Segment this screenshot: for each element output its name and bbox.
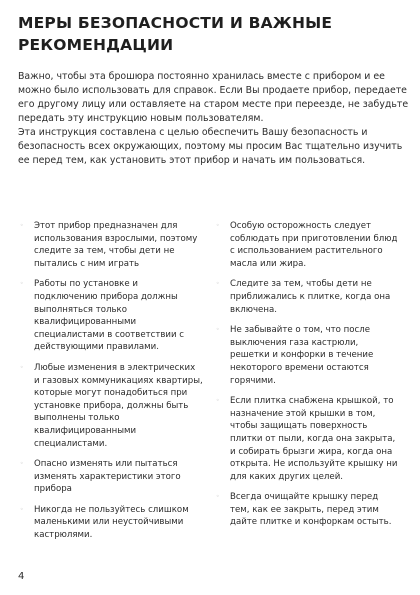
safety-item	[18, 504, 203, 542]
bullet-icon: ◦	[20, 280, 24, 288]
bullet-icon: ◦	[216, 493, 220, 501]
intro-text	[18, 70, 410, 168]
safety-item	[214, 491, 399, 529]
left-column	[18, 220, 203, 550]
safety-item-text: Особую осторожность следует соблюдать при приготовлении блюд с использованием растительного масла или жира.	[230, 221, 398, 269]
safety-item	[214, 324, 399, 387]
safety-item	[214, 395, 399, 483]
page-number: 4	[18, 571, 25, 582]
safety-item-text: Никогда не пользуйтесь слишком маленькими или неустойчивыми кастрюлями.	[34, 504, 189, 541]
bullet-icon: ◦	[216, 280, 220, 288]
safety-item	[18, 362, 203, 450]
safety-item	[18, 220, 203, 270]
safety-item	[214, 278, 399, 316]
safety-item-text: Этот прибор предназначен для использования взрослыми, поэтому следите за тем, чтобы дети не пытались с ним играть	[34, 221, 198, 269]
bullet-icon: ◦	[20, 505, 24, 513]
intro-paragraph-1: Важно, чтобы эта брошюра постоянно хранилась вместе с прибором и ее можно было использовать для справок. Если Вы продаете прибор, передаете его другому лицу или оставляете на старом месте при переезде, не забудьте передать эту инструкцию новым пользователям.	[18, 71, 409, 124]
page-title: МЕРЫ БЕЗОПАСНОСТИ И ВАЖНЫЕ РЕКОМЕНДАЦИИ	[18, 14, 333, 54]
intro-paragraph-2: Эта инструкция составлена с целью обеспечить Вашу безопасность и безопасность всех окружающих, поэтому мы просим Вас тщательно изучить ее перед тем, как установить этот прибор и начать им пользоваться.	[18, 127, 403, 166]
safety-item-text: Всегда очищайте крышку перед тем, как ее закрыть, перед этим дайте плитке и конфоркам остыть.	[230, 492, 392, 528]
right-column	[214, 220, 399, 537]
safety-item-text: Следите за тем, чтобы дети не приближались к плитке, когда она включена.	[230, 279, 391, 315]
safety-item	[214, 220, 399, 270]
safety-item	[18, 278, 203, 354]
safety-item-text: Работы по установке и подключению прибора должны выполняться только квалифицированными специалистами в соответствии с действующими правилами.	[34, 279, 185, 353]
bullet-icon: ◦	[20, 460, 24, 468]
safety-item-text: Если плитка снабжена крышкой, то назначение этой крышки в том, чтобы защищать поверхность плитки от пыли, когда она закрыта, и собирать брызги жира, когда она открыта. Не используйте крышку ни для каких других целей.	[230, 396, 398, 482]
safety-item-text: Не забывайте о том, что после выключения газа кастрюли, решетки и конфорки в течение некоторого времени остаются горячими.	[230, 325, 374, 386]
safety-item-text: Любые изменения в электрических и газовых коммуникациях квартиры, которые могут понадобиться при установке прибора, должны быть выполнены только квалифицированными специалистами.	[34, 362, 203, 449]
safety-item	[18, 458, 203, 496]
bullet-icon: ◦	[216, 326, 220, 334]
bullet-icon: ◦	[20, 222, 24, 229]
safety-item-text: Опасно изменять или пытаться изменять характеристики этого прибора	[34, 459, 181, 495]
bullet-icon: ◦	[20, 363, 24, 371]
bullet-icon: ◦	[216, 222, 220, 229]
bullet-icon: ◦	[216, 397, 220, 405]
